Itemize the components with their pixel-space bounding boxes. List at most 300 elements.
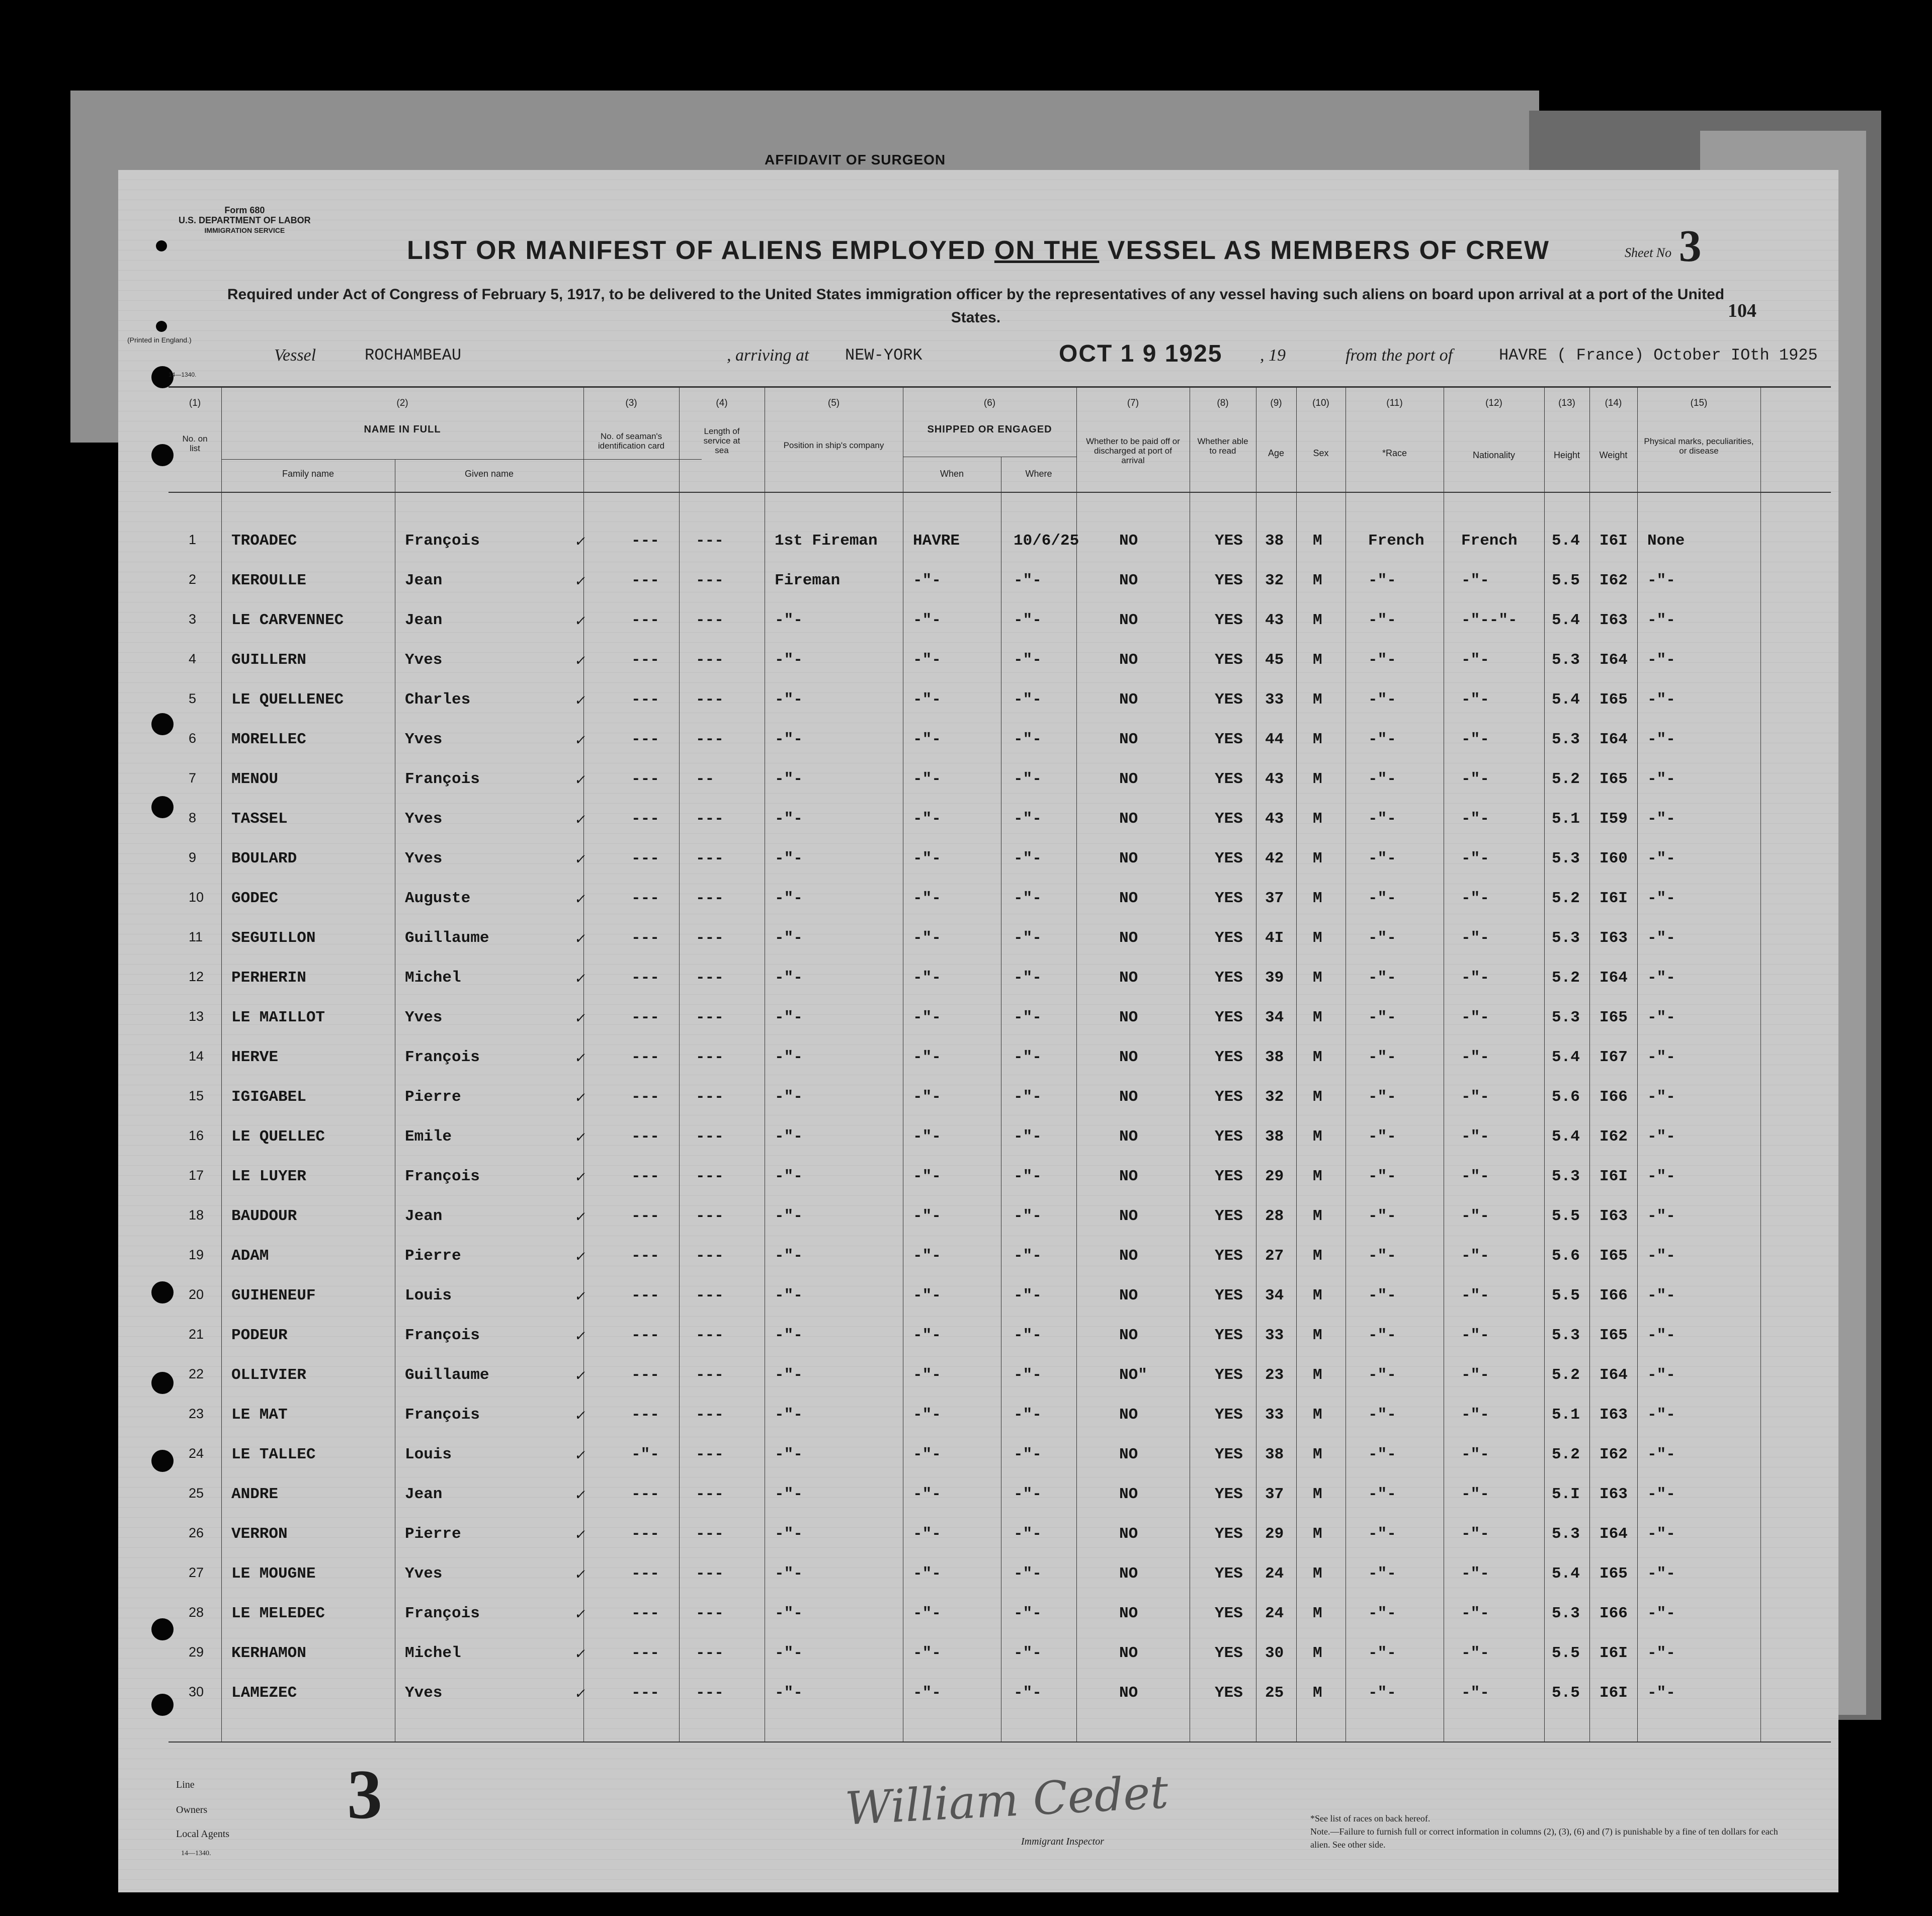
cell-able-to-read: YES (1215, 1207, 1243, 1225)
cell-given-name: Yves (405, 651, 443, 669)
cell-row-number: 22 (189, 1366, 204, 1381)
cell-shipped-where: 10/6/25 (1014, 532, 1079, 550)
cell-nationality: French (1461, 532, 1518, 550)
cell-age: 34 (1265, 1009, 1284, 1026)
cell-sex: M (1313, 1287, 1322, 1304)
check-mark-icon: ✓ (574, 891, 587, 909)
cell-given-name: François (405, 1605, 480, 1622)
cell-id-card: --- (631, 1247, 659, 1265)
header-no-on-list: No. on list (182, 434, 208, 453)
cell-able-to-read: YES (1215, 1168, 1243, 1185)
binder-hole (151, 444, 174, 466)
cell-family-name: IGIGABEL (231, 1088, 306, 1106)
cell-shipped-when: -"- (913, 1684, 941, 1702)
check-mark-icon: ✓ (574, 653, 587, 670)
cell-able-to-read: YES (1215, 1565, 1243, 1583)
cell-physical-marks: -"- (1647, 1049, 1675, 1066)
cell-id-card: --- (631, 612, 659, 629)
cell-paid-off: NO (1119, 1128, 1138, 1146)
cell-family-name: BOULARD (231, 850, 297, 867)
cell-race: -"- (1368, 1406, 1396, 1424)
footer-agents-label: Local Agents (176, 1828, 230, 1840)
cell-shipped-when: -"- (913, 890, 941, 907)
cell-shipped-where: -"- (1014, 612, 1042, 629)
cell-height: 5.2 (1552, 770, 1580, 788)
cell-age: 38 (1265, 1128, 1284, 1146)
cell-race: -"- (1368, 1247, 1396, 1265)
cell-height: 5.3 (1552, 1168, 1580, 1185)
cell-nationality: -"- (1461, 1009, 1489, 1026)
cell-age: 37 (1265, 890, 1284, 907)
table-row (118, 1555, 1838, 1591)
cell-height: 5.2 (1552, 1366, 1580, 1384)
col-number-15: (15) (1690, 398, 1708, 408)
header-shipped-engaged: SHIPPED OR ENGAGED (927, 424, 1052, 435)
cell-given-name: Charles (405, 691, 471, 709)
cell-nationality: -"- (1461, 1327, 1489, 1344)
cell-age: 28 (1265, 1207, 1284, 1225)
cell-sex: M (1313, 1207, 1322, 1225)
cell-nationality: -"- (1461, 731, 1489, 748)
cell-physical-marks: -"- (1647, 1565, 1675, 1583)
cell-age: 44 (1265, 731, 1284, 748)
cell-race: -"- (1368, 890, 1396, 907)
cell-race: French (1368, 532, 1424, 550)
cell-shipped-when: -"- (913, 1525, 941, 1543)
arrival-port: NEW-YORK (845, 346, 922, 365)
cell-sex: M (1313, 929, 1322, 947)
cell-sea-service: --- (696, 1565, 724, 1583)
cell-weight: I62 (1600, 1128, 1628, 1146)
cell-sea-service: --- (696, 731, 724, 748)
cell-sea-service: --- (696, 1366, 724, 1384)
cell-family-name: GODEC (231, 890, 279, 907)
cell-family-name: MENOU (231, 770, 279, 788)
cell-sea-service: --- (696, 572, 724, 589)
cell-weight: I65 (1600, 691, 1628, 709)
footer-note-races: *See list of races on back hereof. (1310, 1813, 1431, 1823)
header-family-name: Family name (282, 469, 334, 479)
table-row (118, 1078, 1838, 1114)
cell-shipped-where: -"- (1014, 1128, 1042, 1146)
cell-physical-marks: -"- (1647, 1684, 1675, 1702)
cell-position: -"- (775, 1486, 803, 1503)
cell-race: -"- (1368, 1486, 1396, 1503)
table-row (118, 1515, 1838, 1551)
cell-given-name: Jean (405, 1207, 443, 1225)
cell-sea-service: --- (696, 890, 724, 907)
affidavit-label: AFFIDAVIT OF SURGEON (765, 152, 946, 167)
cell-physical-marks: -"- (1647, 850, 1675, 867)
header-height: Height (1553, 450, 1580, 460)
cell-able-to-read: YES (1215, 1287, 1243, 1304)
cell-position: -"- (775, 1565, 803, 1583)
table-row (118, 522, 1838, 558)
cell-id-card: --- (631, 1366, 659, 1384)
cell-position: -"- (775, 1605, 803, 1622)
cell-row-number: 17 (189, 1168, 204, 1183)
vessel-name: ROCHAMBEAU (365, 346, 462, 365)
cell-id-card: --- (631, 1009, 659, 1026)
header-nationality: Nationality (1472, 450, 1516, 460)
cell-nationality: -"- (1461, 810, 1489, 828)
cell-weight: I65 (1600, 1009, 1628, 1026)
cell-sex: M (1313, 770, 1322, 788)
col-number-12: (12) (1485, 398, 1502, 408)
cell-nationality: -"- (1461, 1605, 1489, 1622)
cell-weight: I65 (1600, 1247, 1628, 1265)
cell-row-number: 8 (189, 810, 197, 825)
cell-shipped-where: -"- (1014, 1486, 1042, 1503)
col-number-3: (3) (625, 398, 637, 408)
cell-paid-off: NO (1119, 1486, 1138, 1503)
cell-given-name: Yves (405, 731, 443, 748)
cell-shipped-when: -"- (913, 929, 941, 947)
cell-shipped-where: -"- (1014, 1406, 1042, 1424)
cell-physical-marks: -"- (1647, 770, 1675, 788)
cell-height: 5.3 (1552, 1525, 1580, 1543)
service-name: IMMIGRATION SERVICE (204, 226, 285, 234)
cell-able-to-read: YES (1215, 810, 1243, 828)
cell-given-name: Jean (405, 1486, 443, 1503)
header-length-service: Length of service at sea (703, 426, 740, 455)
vessel-line (274, 340, 1833, 376)
cell-shipped-when: -"- (913, 1406, 941, 1424)
check-mark-icon: ✓ (574, 772, 587, 790)
cell-shipped-when: -"- (913, 1605, 941, 1622)
cell-height: 5.I (1552, 1486, 1580, 1503)
cell-sex: M (1313, 1406, 1322, 1424)
cell-paid-off: NO (1119, 731, 1138, 748)
cell-row-number: 9 (189, 850, 197, 865)
cell-paid-off: NO (1119, 1207, 1138, 1225)
cell-shipped-when: -"- (913, 1009, 941, 1026)
cell-physical-marks: -"- (1647, 1009, 1675, 1026)
header-paid-off: Whether to be paid off or discharged at port of arrival (1086, 437, 1180, 465)
cell-shipped-where: -"- (1014, 1644, 1042, 1662)
cell-age: 43 (1265, 770, 1284, 788)
cell-sex: M (1313, 810, 1322, 828)
check-mark-icon: ✓ (574, 1606, 587, 1624)
title-part-3: VESSEL AS MEMBERS OF CREW (1107, 236, 1550, 265)
cell-shipped-where: -"- (1014, 1565, 1042, 1583)
cell-race: -"- (1368, 691, 1396, 709)
cell-race: -"- (1368, 612, 1396, 629)
cell-given-name: François (405, 1049, 480, 1066)
cell-shipped-where: -"- (1014, 651, 1042, 669)
cell-race: -"- (1368, 1088, 1396, 1106)
cell-family-name: LE LUYER (231, 1168, 306, 1185)
cell-height: 5.5 (1552, 1287, 1580, 1304)
cell-able-to-read: YES (1215, 1406, 1243, 1424)
cell-age: 39 (1265, 969, 1284, 987)
cell-paid-off: NO (1119, 1088, 1138, 1106)
cell-weight: I67 (1600, 1049, 1628, 1066)
cell-shipped-where: -"- (1014, 691, 1042, 709)
col-number-6: (6) (983, 398, 996, 408)
cell-paid-off: NO (1119, 1287, 1138, 1304)
cell-given-name: Emile (405, 1128, 452, 1146)
cell-height: 5.4 (1552, 1049, 1580, 1066)
check-mark-icon: ✓ (574, 1487, 587, 1505)
cell-age: 42 (1265, 850, 1284, 867)
cell-shipped-when: -"- (913, 1088, 941, 1106)
cell-race: -"- (1368, 1327, 1396, 1344)
cell-physical-marks: -"- (1647, 929, 1675, 947)
cell-paid-off: NO (1119, 1446, 1138, 1463)
binder-hole (156, 321, 167, 332)
cell-sea-service: --- (696, 1605, 724, 1622)
cell-row-number: 10 (189, 890, 204, 905)
cell-age: 32 (1265, 572, 1284, 589)
cell-shipped-where: -"- (1014, 1088, 1042, 1106)
header-sex: Sex (1313, 448, 1329, 458)
check-mark-icon: ✓ (574, 1288, 587, 1306)
cell-able-to-read: YES (1215, 612, 1243, 629)
cell-given-name: Pierre (405, 1088, 461, 1106)
table-row (118, 1396, 1838, 1432)
cell-sex: M (1313, 1525, 1322, 1543)
cell-family-name: LE QUELLEC (231, 1128, 325, 1146)
cell-row-number: 21 (189, 1327, 204, 1342)
cell-height: 5.4 (1552, 691, 1580, 709)
cell-nationality: -"- (1461, 850, 1489, 867)
cell-age: 24 (1265, 1565, 1284, 1583)
cell-row-number: 14 (189, 1049, 204, 1064)
cell-physical-marks: -"- (1647, 1486, 1675, 1503)
cell-age: 38 (1265, 1446, 1284, 1463)
cell-family-name: ANDRE (231, 1486, 279, 1503)
cell-physical-marks: -"- (1647, 1605, 1675, 1622)
cell-weight: I64 (1600, 1525, 1628, 1543)
cell-height: 5.3 (1552, 1605, 1580, 1622)
cell-family-name: LE MELEDEC (231, 1605, 325, 1622)
table-row (118, 1197, 1838, 1234)
cell-weight: I6I (1600, 890, 1628, 907)
cell-row-number: 12 (189, 969, 204, 984)
cell-sea-service: --- (696, 810, 724, 828)
cell-position: -"- (775, 1049, 803, 1066)
cell-height: 5.1 (1552, 1406, 1580, 1424)
cell-race: -"- (1368, 1446, 1396, 1463)
header-age: Age (1268, 448, 1285, 458)
check-mark-icon: ✓ (574, 1527, 587, 1544)
cell-age: 45 (1265, 651, 1284, 669)
cell-shipped-when: HAVRE (913, 532, 960, 550)
cell-physical-marks: -"- (1647, 1446, 1675, 1463)
cell-nationality: -"- (1461, 770, 1489, 788)
cell-row-number: 16 (189, 1128, 204, 1143)
cell-given-name: Yves (405, 1009, 443, 1026)
cell-shipped-when: -"- (913, 651, 941, 669)
cell-given-name: François (405, 532, 480, 550)
cell-height: 5.3 (1552, 929, 1580, 947)
cell-nationality: -"- (1461, 1207, 1489, 1225)
cell-given-name: Louis (405, 1287, 452, 1304)
cell-row-number: 15 (189, 1088, 204, 1103)
cell-nationality: -"- (1461, 1366, 1489, 1384)
table-row (118, 1356, 1838, 1392)
cell-shipped-when: -"- (913, 1049, 941, 1066)
cell-shipped-where: -"- (1014, 1287, 1042, 1304)
cell-weight: I64 (1600, 731, 1628, 748)
header-where: Where (1025, 469, 1052, 479)
check-mark-icon: ✓ (574, 1646, 587, 1664)
cell-sea-service: --- (696, 1049, 724, 1066)
cell-race: -"- (1368, 572, 1396, 589)
table-header-rule (169, 492, 1831, 493)
cell-id-card: --- (631, 731, 659, 748)
check-mark-icon: ✓ (574, 613, 587, 631)
cell-height: 5.3 (1552, 1327, 1580, 1344)
cell-age: 33 (1265, 1327, 1284, 1344)
cell-able-to-read: YES (1215, 572, 1243, 589)
cell-able-to-read: YES (1215, 1486, 1243, 1503)
cell-shipped-where: -"- (1014, 731, 1042, 748)
header-id-card: No. of seaman's identification card (598, 431, 665, 451)
cell-position: -"- (775, 691, 803, 709)
cell-family-name: KERHAMON (231, 1644, 306, 1662)
cell-family-name: LE QUELLENEC (231, 691, 344, 709)
cell-sex: M (1313, 1366, 1322, 1384)
header-position: Position in ship's company (783, 441, 884, 450)
cell-family-name: KEROULLE (231, 572, 306, 589)
cell-sea-service: --- (696, 1168, 724, 1185)
cell-weight: I6I (1600, 1644, 1628, 1662)
cell-id-card: --- (631, 1168, 659, 1185)
cell-height: 5.5 (1552, 1684, 1580, 1702)
cell-shipped-where: -"- (1014, 969, 1042, 987)
cell-weight: I64 (1600, 1366, 1628, 1384)
cell-position: -"- (775, 1446, 803, 1463)
cell-height: 5.2 (1552, 1446, 1580, 1463)
cell-race: -"- (1368, 810, 1396, 828)
cell-sea-service: --- (696, 1684, 724, 1702)
cell-weight: I62 (1600, 572, 1628, 589)
cell-physical-marks: -"- (1647, 810, 1675, 828)
cell-nationality: -"- (1461, 890, 1489, 907)
col-number-10: (10) (1312, 398, 1329, 408)
cell-shipped-when: -"- (913, 1565, 941, 1583)
cell-sex: M (1313, 1247, 1322, 1265)
cell-height: 5.4 (1552, 1565, 1580, 1583)
cell-race: -"- (1368, 1207, 1396, 1225)
footer-print-code: 14—1340. (181, 1850, 211, 1857)
col-number-1: (1) (189, 398, 201, 408)
table-row (118, 1277, 1838, 1313)
cell-row-number: 24 (189, 1446, 204, 1461)
cell-race: -"- (1368, 1049, 1396, 1066)
cell-shipped-where: -"- (1014, 1247, 1042, 1265)
cell-position: -"- (775, 929, 803, 947)
check-mark-icon: ✓ (574, 573, 587, 591)
cell-height: 5.5 (1552, 1644, 1580, 1662)
department-name: U.S. DEPARTMENT OF LABOR (179, 215, 311, 225)
footer-sheet-number: 3 (347, 1756, 382, 1834)
cell-weight: I65 (1600, 1565, 1628, 1583)
cell-row-number: 13 (189, 1009, 204, 1024)
table-row (118, 800, 1838, 836)
cell-family-name: HERVE (231, 1049, 279, 1066)
cell-nationality: -"- (1461, 1287, 1489, 1304)
cell-position: -"- (775, 1088, 803, 1106)
cell-given-name: Guillaume (405, 929, 489, 947)
table-row (118, 1237, 1838, 1273)
check-mark-icon: ✓ (574, 1010, 587, 1028)
cell-age: 34 (1265, 1287, 1284, 1304)
check-mark-icon: ✓ (574, 1090, 587, 1107)
check-mark-icon: ✓ (574, 1368, 587, 1385)
cell-sea-service: -- (696, 770, 715, 788)
cell-physical-marks: -"- (1647, 1287, 1675, 1304)
cell-given-name: Jean (405, 612, 443, 629)
cell-nationality: -"- (1461, 1247, 1489, 1265)
cell-shipped-where: -"- (1014, 1446, 1042, 1463)
cell-weight: I64 (1600, 651, 1628, 669)
cell-race: -"- (1368, 929, 1396, 947)
cell-sex: M (1313, 1088, 1322, 1106)
cell-row-number: 18 (189, 1207, 204, 1223)
col-number-13: (13) (1558, 398, 1575, 408)
cell-sea-service: --- (696, 1287, 724, 1304)
cell-position: -"- (775, 731, 803, 748)
cell-race: -"- (1368, 1128, 1396, 1146)
cell-height: 5.5 (1552, 572, 1580, 589)
cell-weight: I6I (1600, 1168, 1628, 1185)
cell-family-name: LE TALLEC (231, 1446, 316, 1463)
table-row (118, 681, 1838, 717)
cell-sex: M (1313, 612, 1322, 629)
cell-age: 38 (1265, 1049, 1284, 1066)
check-mark-icon: ✓ (574, 1209, 587, 1227)
cell-given-name: Louis (405, 1446, 452, 1463)
cell-sex: M (1313, 1605, 1322, 1622)
check-mark-icon: ✓ (574, 732, 587, 750)
check-mark-icon: ✓ (574, 1447, 587, 1465)
cell-id-card: --- (631, 691, 659, 709)
cell-sea-service: --- (696, 1207, 724, 1225)
cell-position: -"- (775, 890, 803, 907)
cell-id-card: --- (631, 1684, 659, 1702)
cell-id-card: --- (631, 1525, 659, 1543)
cell-nationality: -"- (1461, 1525, 1489, 1543)
cell-shipped-where: -"- (1014, 1207, 1042, 1225)
cell-height: 5.1 (1552, 810, 1580, 828)
cell-nationality: -"- (1461, 651, 1489, 669)
cell-position: -"- (775, 770, 803, 788)
cell-sex: M (1313, 731, 1322, 748)
cell-shipped-when: -"- (913, 1128, 941, 1146)
cell-shipped-where: -"- (1014, 850, 1042, 867)
cell-weight: I6I (1600, 532, 1628, 550)
cell-shipped-when: -"- (913, 691, 941, 709)
cell-shipped-where: -"- (1014, 1168, 1042, 1185)
cell-position: -"- (775, 810, 803, 828)
col-number-2: (2) (396, 398, 408, 408)
cell-given-name: Yves (405, 810, 443, 828)
cell-height: 5.4 (1552, 1128, 1580, 1146)
cell-sea-service: --- (696, 1446, 724, 1463)
cell-shipped-when: -"- (913, 572, 941, 589)
cell-id-card: --- (631, 1644, 659, 1662)
cell-row-number: 7 (189, 770, 197, 786)
check-mark-icon: ✓ (574, 1169, 587, 1187)
inspector-label: Immigrant Inspector (1021, 1836, 1104, 1847)
printed-label: (Printed in England.) (127, 336, 192, 344)
cell-able-to-read: YES (1215, 1247, 1243, 1265)
cell-nationality: -"- (1461, 1446, 1489, 1463)
title-part-2: ON THE (994, 236, 1100, 265)
